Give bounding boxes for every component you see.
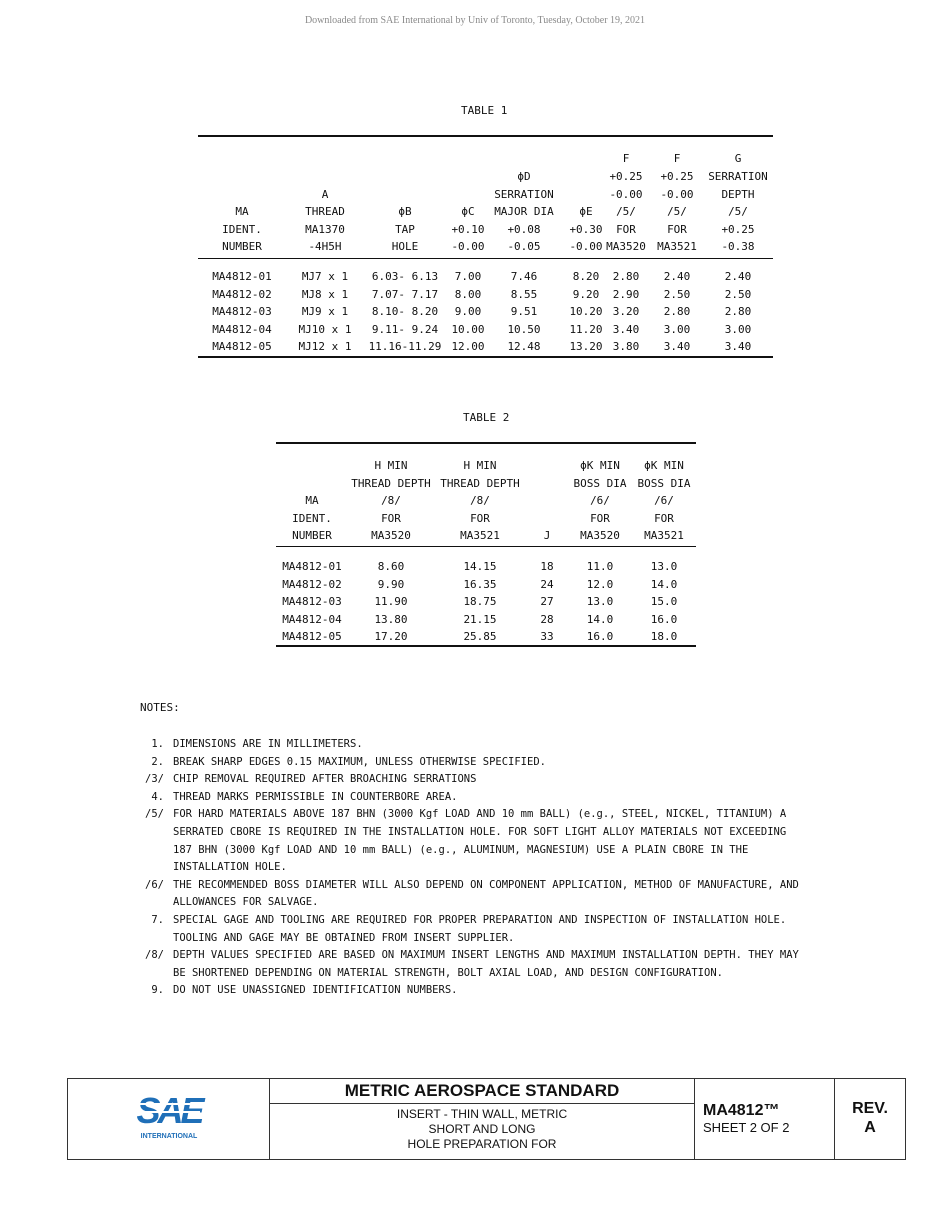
- note-number: 2.: [151, 755, 164, 768]
- t1-r5-c2: 11.16-11.29: [368, 340, 442, 354]
- t1-r5-c0: MA4812-05: [212, 340, 272, 354]
- table2-header-c4-l0: ϕK MIN: [580, 459, 620, 472]
- table2-header-c1-l1: THREAD DEPTH: [351, 476, 431, 490]
- title-block-logo-cell: [67, 1078, 270, 1160]
- table1-header-c6-l3: /5/: [616, 205, 636, 219]
- table1-header-c5-l2: -0.00: [569, 240, 603, 254]
- table1-header-c5-l1: +0.30: [569, 222, 603, 236]
- table1-header-c1-l3: -4H5H: [308, 240, 342, 254]
- table1-header-c0-l1: IDENT.: [222, 222, 262, 236]
- table2-header-c5-l3: FOR: [654, 511, 674, 525]
- t1-r4-c8: 3.00: [724, 322, 752, 336]
- t1-r2-c0: MA4812-02: [212, 287, 272, 301]
- table1-header-c3-l1: +0.10: [451, 222, 485, 236]
- note-number: 4.: [151, 790, 164, 803]
- t2-r4-c5: 16.0: [650, 612, 678, 626]
- t1-r4-c6: 3.40: [612, 322, 640, 336]
- table1-header-c8-l3: /5/: [728, 205, 748, 219]
- t1-r2-c3: 8.00: [454, 287, 482, 301]
- table2-header-c1-l4: MA3520: [371, 529, 411, 543]
- t2-r3-c1: 11.90: [374, 595, 408, 609]
- table1-header-c7-l1: +0.25: [660, 170, 694, 183]
- t1-r5-c3: 12.00: [451, 340, 485, 354]
- t2-r4-c2: 21.15: [463, 612, 497, 626]
- table2-top-rule: [276, 442, 696, 444]
- table2-header-c5-l0: ϕK MIN: [644, 459, 684, 472]
- table2-header-c4-l1: BOSS DIA: [573, 476, 627, 490]
- t1-r2-c2: 7.07- 7.17: [371, 287, 439, 301]
- title-block-description-cell: [269, 1103, 695, 1160]
- table1-header-c6-l2: -0.00: [609, 187, 643, 201]
- t1-r1-c2: 6.03- 6.13: [371, 270, 439, 283]
- table1-header-c8-l2: DEPTH: [721, 187, 755, 201]
- table1-top-rule: [198, 135, 773, 137]
- title-block-standard-cell: [269, 1078, 695, 1104]
- t2-r2-c0: MA4812-02: [282, 577, 342, 591]
- note-text: DIMENSIONS ARE IN MILLIMETERS.: [173, 738, 363, 750]
- note-number: /3/: [145, 773, 164, 786]
- title-block-docnum-cell: [694, 1078, 835, 1160]
- table1-header-c2-l0: ϕB: [398, 205, 412, 219]
- note-text: SPECIAL GAGE AND TOOLING ARE REQUIRED FOR PROPER PREPARATION AND INSPECTION OF INSTALLATION HOLE. TOOLING AND GAGE MAY BE OBTAINED FROM INSERT SUPPLIER.: [173, 914, 787, 944]
- table2-header-c0-l1: IDENT.: [292, 511, 332, 525]
- table1-header-c7-l2: -0.00: [660, 187, 694, 201]
- table1-header-c4-l4: -0.05: [507, 240, 541, 254]
- t1-r2-c1: MJ8 x 1: [301, 287, 349, 301]
- table2-header-c2-l4: MA3521: [460, 529, 500, 543]
- note-number: /8/: [145, 949, 164, 962]
- t1-r2-c6: 2.90: [612, 287, 640, 301]
- table2-header-c2-l0: H MIN: [463, 459, 497, 472]
- t1-r4-c1: MJ10 x 1: [298, 322, 352, 336]
- t1-r3-c4: 9.51: [510, 305, 538, 319]
- t1-r1-c8: 2.40: [724, 270, 752, 283]
- download-banner: Downloaded from SAE International by Univ of Toronto, Tuesday, October 19, 2021: [304, 15, 646, 26]
- t1-r1-c6: 2.80: [612, 270, 640, 283]
- description-line-3: HOLE PREPARATION FOR: [407, 1137, 557, 1151]
- table2-header-rule: [276, 546, 696, 547]
- table1-header-c6-l4: FOR: [616, 222, 636, 236]
- table1-header-c8-l1: SERRATION: [708, 170, 768, 183]
- notes-title: NOTES:: [140, 701, 180, 714]
- table1-header-c4-l1: SERRATION: [494, 187, 554, 201]
- t2-r3-c4: 13.0: [586, 595, 614, 609]
- t1-r3-c8: 2.80: [724, 305, 752, 319]
- table1-header-c6-l1: +0.25: [609, 170, 643, 183]
- note-number: 1.: [151, 738, 164, 750]
- table1-header-c1-l1: THREAD: [305, 205, 345, 219]
- title-block-rev-cell: [834, 1078, 906, 1160]
- note-number: /6/: [145, 878, 164, 891]
- t1-r1-c5: 8.20: [572, 270, 600, 283]
- table2-header-c2-l2: /8/: [470, 494, 490, 508]
- table1-header-c6-l0: F: [622, 152, 630, 166]
- table2-header-c1-l3: FOR: [381, 511, 401, 525]
- table2-header-c4-l3: FOR: [590, 511, 610, 525]
- t2-r1-c4: 11.0: [586, 560, 614, 573]
- t2-r4-c4: 14.0: [586, 612, 614, 626]
- table2-header-c1-l2: /8/: [381, 494, 401, 508]
- t2-r5-c4: 16.0: [586, 630, 614, 644]
- t2-r5-c0: MA4812-05: [282, 630, 342, 644]
- t1-r4-c0: MA4812-04: [212, 322, 272, 336]
- t1-r1-c1: MJ7 x 1: [301, 270, 349, 283]
- t2-r2-c1: 9.90: [377, 577, 405, 591]
- table1-header-c7-l3: /5/: [667, 205, 687, 219]
- table1-header-c1-l0: A: [321, 187, 329, 201]
- t1-r3-c7: 2.80: [663, 305, 691, 319]
- document-number: MA4812™: [703, 1102, 780, 1119]
- t2-r1-c1: 8.60: [377, 560, 405, 573]
- table1-header-c7-l0: F: [673, 152, 681, 166]
- table1-header-c8-l4: +0.25: [721, 222, 755, 236]
- t2-r2-c4: 12.0: [586, 577, 614, 591]
- table1-header-c5-l0: ϕE: [579, 205, 593, 219]
- t2-r2-c3: 24: [540, 577, 554, 591]
- table2-header-c4-l2: /6/: [590, 494, 610, 508]
- note-text: CHIP REMOVAL REQUIRED AFTER BROACHING SERRATIONS: [173, 773, 477, 786]
- description-line-2: SHORT AND LONG: [428, 1122, 536, 1136]
- t2-r3-c2: 18.75: [463, 595, 497, 609]
- sae-logo: [68, 1079, 271, 1159]
- note-text: BREAK SHARP EDGES 0.15 MAXIMUM, UNLESS OTHERWISE SPECIFIED.: [173, 755, 546, 768]
- table2-header-c0-l0: MA: [305, 494, 319, 508]
- table1-header-c3-l2: -0.00: [451, 240, 485, 254]
- t2-r2-c2: 16.35: [463, 577, 497, 591]
- t2-r4-c0: MA4812-04: [282, 612, 342, 626]
- t1-r4-c4: 10.50: [507, 322, 541, 336]
- table2-header-c1-l0: H MIN: [374, 459, 408, 472]
- table1-header-c7-l4: FOR: [667, 222, 687, 236]
- t2-r1-c0: MA4812-01: [282, 560, 342, 573]
- note-text: THREAD MARKS PERMISSIBLE IN COUNTERBORE AREA.: [173, 790, 458, 803]
- table1-header-c8-l5: -0.38: [721, 240, 755, 254]
- table1-header-c6-l5: MA3520: [606, 240, 646, 254]
- table1-bottom-rule: [198, 356, 773, 358]
- table1-header-c4-l2: MAJOR DIA: [494, 205, 554, 219]
- t2-r3-c5: 15.0: [650, 595, 678, 609]
- t2-r5-c5: 18.0: [650, 630, 678, 644]
- t1-r5-c8: 3.40: [724, 340, 752, 354]
- note-text: THE RECOMMENDED BOSS DIAMETER WILL ALSO DEPEND ON COMPONENT APPLICATION, METHOD OF MANUFACTURE, AND ALLOWANCES FOR SALVAGE.: [173, 878, 799, 909]
- t1-r4-c7: 3.00: [663, 322, 691, 336]
- t1-r3-c2: 8.10- 8.20: [371, 305, 439, 319]
- t1-r2-c5: 9.20: [572, 287, 600, 301]
- t1-r3-c6: 3.20: [612, 305, 640, 319]
- t2-r5-c1: 17.20: [374, 630, 408, 644]
- t1-r4-c3: 10.00: [451, 322, 485, 336]
- table1-header-c7-l5: MA3521: [657, 240, 697, 254]
- t1-r2-c8: 2.50: [724, 287, 752, 301]
- t1-r3-c5: 10.20: [569, 305, 603, 319]
- table1-header-c2-l2: HOLE: [391, 240, 419, 254]
- sheet-number: SHEET 2 OF 2: [703, 1120, 790, 1135]
- description-line-1: INSERT - THIN WALL, METRIC: [396, 1107, 568, 1121]
- table1-header-c4-l0: ϕD: [517, 170, 531, 183]
- table2-header-c4-l4: MA3520: [580, 529, 620, 543]
- t1-r5-c6: 3.80: [612, 340, 640, 354]
- table1-caption: TABLE 1: [461, 104, 508, 117]
- t1-r5-c1: MJ12 x 1: [298, 340, 352, 354]
- t1-r4-c5: 11.20: [569, 322, 603, 336]
- table2-header-c2-l1: THREAD DEPTH: [440, 476, 520, 490]
- table2-header-c2-l3: FOR: [470, 511, 490, 525]
- table1-header-c8-l0: G: [734, 152, 742, 166]
- note-text: DO NOT USE UNASSIGNED IDENTIFICATION NUMBERS.: [173, 984, 458, 997]
- t1-r1-c0: MA4812-01: [212, 270, 272, 283]
- t1-r5-c7: 3.40: [663, 340, 691, 354]
- note-text: FOR HARD MATERIALS ABOVE 187 BHN (3000 Kgf LOAD AND 10 mm BALL) (e.g., STEEL, NICKEL, TITANIUM) A SERRATED CBORE IS REQUIRED IN THE INSTALLATION HOLE. FOR SOFT LIGHT ALLOY MATERIALS NOT EXCEEDING 187 BHN (3000 Kgf LOAD AND 10 mm BALL) (e.g., ALUMINUM, MAGNESIUM) USE A PLAIN CBORE IN THE INSTALLATION HOLE.: [173, 808, 787, 874]
- table2-header-c5-l1: BOSS DIA: [637, 476, 691, 490]
- t1-r3-c1: MJ9 x 1: [301, 305, 349, 319]
- t1-r2-c4: 8.55: [510, 287, 538, 301]
- revision-value: A: [864, 1119, 876, 1136]
- t2-r3-c0: MA4812-03: [282, 595, 342, 609]
- t2-r5-c3: 33: [540, 630, 554, 644]
- t1-r2-c7: 2.50: [663, 287, 691, 301]
- t1-r1-c7: 2.40: [663, 270, 691, 283]
- table2-caption: TABLE 2: [463, 411, 510, 424]
- t1-r1-c4: 7.46: [510, 270, 538, 283]
- sae-logo-subtext: INTERNATIONAL: [140, 1133, 198, 1140]
- sae-logo-mark: SAE: [136, 1090, 202, 1131]
- table2-header-c3-l0: J: [543, 529, 551, 543]
- t2-r1-c3: 18: [540, 560, 554, 573]
- table1-header-c3-l0: ϕC: [461, 205, 475, 219]
- table2-header-c5-l4: MA3521: [644, 529, 684, 543]
- note-number: /5/: [145, 808, 164, 821]
- t2-r5-c2: 25.85: [463, 630, 497, 644]
- t1-r3-c0: MA4812-03: [212, 305, 272, 319]
- table2-bottom-rule: [276, 645, 696, 647]
- t2-r1-c5: 13.0: [650, 560, 678, 573]
- t2-r4-c3: 28: [540, 612, 554, 626]
- table1-header-c4-l3: +0.08: [507, 222, 541, 236]
- t1-r3-c3: 9.00: [454, 305, 482, 319]
- revision-label: REV.: [852, 1100, 888, 1117]
- standard-title: METRIC AEROSPACE STANDARD: [344, 1081, 620, 1100]
- t2-r1-c2: 14.15: [463, 560, 497, 573]
- table1-header-c0-l2: NUMBER: [222, 240, 262, 254]
- t2-r2-c5: 14.0: [650, 577, 678, 591]
- table2-header-c0-l2: NUMBER: [292, 529, 332, 543]
- t1-r5-c5: 13.20: [569, 340, 603, 354]
- table1-header-c2-l1: TAP: [395, 222, 415, 236]
- note-number: 7.: [151, 914, 164, 926]
- t1-r4-c2: 9.11- 9.24: [371, 322, 439, 336]
- note-number: 9.: [151, 984, 164, 997]
- table1-header-c0-l0: MA: [235, 205, 249, 219]
- note-text: DEPTH VALUES SPECIFIED ARE BASED ON MAXIMUM INSERT LENGTHS AND MAXIMUM INSTALLATION DEPTH. THEY MAY BE SHORTENED DEPENDING ON MATERIAL STRENGTH, BOLT AXIAL LOAD, AND DESIGN CONFIGURATION.: [173, 949, 799, 979]
- t2-r3-c3: 27: [540, 595, 554, 609]
- table2-header-c5-l2: /6/: [654, 494, 674, 508]
- table1-header-rule: [198, 258, 773, 259]
- t1-r5-c4: 12.48: [507, 340, 541, 354]
- table1-header-c1-l2: MA1370: [305, 222, 345, 236]
- t2-r4-c1: 13.80: [374, 612, 408, 626]
- t1-r1-c3: 7.00: [454, 270, 482, 283]
